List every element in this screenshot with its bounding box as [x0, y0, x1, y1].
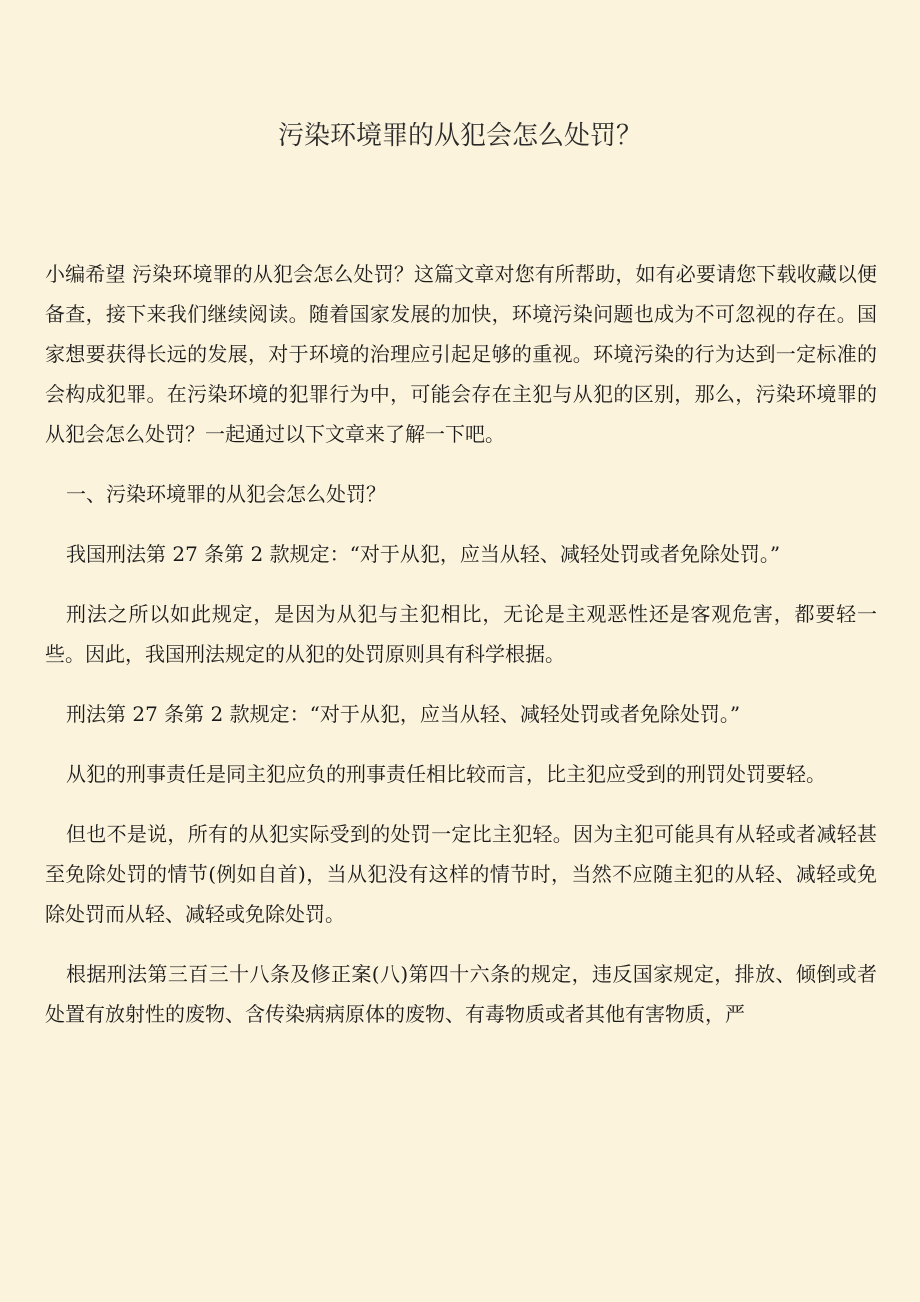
body-paragraph: 从犯的刑事责任是同主犯应负的刑事责任相比较而言，比主犯应受到的刑罚处罚要轻。: [66, 762, 826, 786]
body-paragraph: 但也不是说，所有的从犯实际受到的处罚一定比主犯轻。因为主犯可能具有从轻或者减轻甚至免除处罚的情节(例如自首)，当从犯没有这样的情节时，当然不应随主犯的从轻、减轻或免除处罚而从轻、减轻或免除处罚。: [45, 822, 877, 926]
section-heading: 一、污染环境罪的从犯会怎么处罚？: [66, 482, 386, 506]
document-title: 污染环境罪的从犯会怎么处罚？: [277, 121, 642, 151]
body-paragraph: 根据刑法第三百三十八条及修正案(八)第四十六条的规定，违反国家规定，排放、倾倒或者处置有放射性的废物、含传染病病原体的废物、有毒物质或者其他有害物质，严: [45, 962, 877, 1026]
intro-paragraph: 小编希望 污染环境罪的从犯会怎么处罚？这篇文章对您有所帮助，如有必要请您下载收藏以便备查，接下来我们继续阅读。随着国家发展的加快，环境污染问题也成为不可忽视的存在。国家想要获得长远的发展，对于环境的治理应引起足够的重视。环境污染的行为达到一定标准的会构成犯罪。在污染环境的犯罪行为中，可能会存在主犯与从犯的区别，那么，污染环境罪的从犯会怎么处罚？一起通过以下文章来了解一下吧。: [45, 262, 877, 446]
body-paragraph: 刑法第 27 条第 2 款规定：“对于从犯，应当从轻、减轻处罚或者免除处罚。”: [66, 702, 741, 726]
body-paragraph: 刑法之所以如此规定，是因为从犯与主犯相比，无论是主观恶性还是客观危害，都要轻一些。因此，我国刑法规定的从犯的处罚原则具有科学根据。: [45, 602, 877, 666]
document-body: [45, 254, 877, 1034]
body-paragraph: 我国刑法第 27 条第 2 款规定：“对于从犯，应当从轻、减轻处罚或者免除处罚。”: [66, 542, 781, 566]
